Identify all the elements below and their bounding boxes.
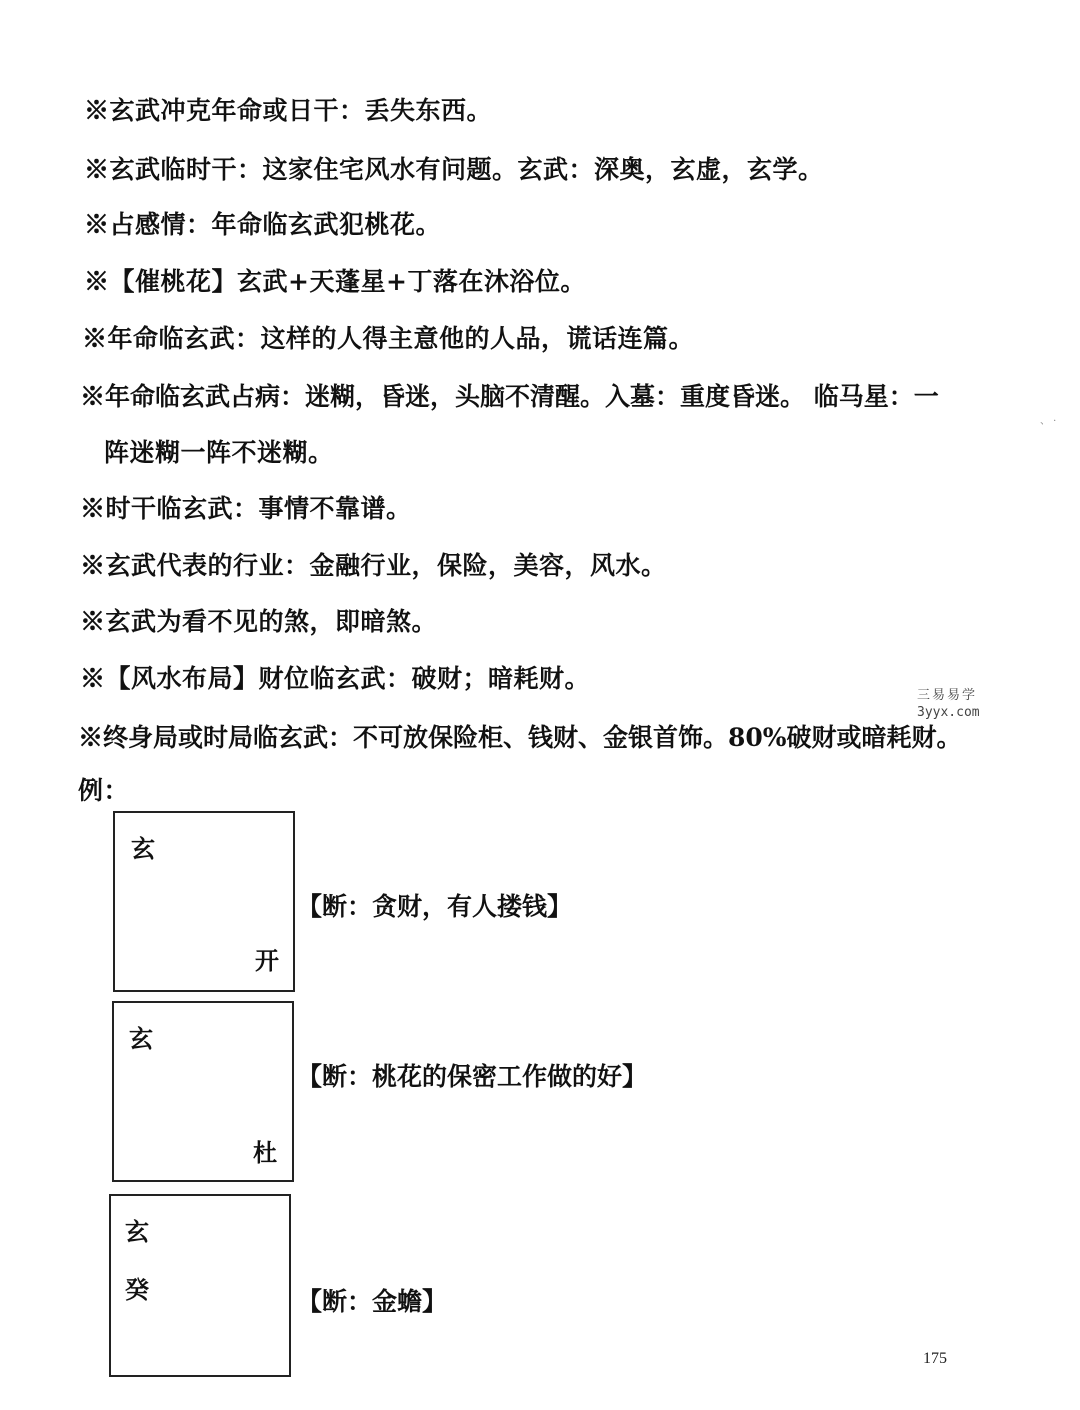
watermark-title: 三易易学 xyxy=(917,688,978,703)
example-2-top-char: 玄 xyxy=(129,1024,153,1053)
text-line-11: ※终身局或时局临玄武：不可放保险柜、钱财、金银首饰。80%破财或暗耗财。 xyxy=(78,723,962,752)
text-line-10: ※【风水布局】财位临玄武：破财；暗耗财。 xyxy=(80,664,591,693)
watermark xyxy=(917,688,980,722)
example-2-verdict: 【断：桃花的保密工作做的好】 xyxy=(297,1062,648,1091)
example-1-verdict: 【断：贪财，有人搂钱】 xyxy=(297,892,573,921)
example-label: 例： xyxy=(78,776,130,805)
text-line-7: ※时干临玄武：事情不靠谱。 xyxy=(80,494,412,523)
example-box-1 xyxy=(113,811,295,992)
text-line-2: ※玄武临时干：这家住宅风水有问题。玄武：深奥，玄虚，玄学。 xyxy=(84,155,824,184)
edge-mark: 、 · xyxy=(1040,416,1057,427)
example-3-top-char: 玄 xyxy=(125,1217,149,1246)
example-3-verdict: 【断：金蟾】 xyxy=(297,1287,448,1316)
example-3-second-char: 癸 xyxy=(125,1275,149,1304)
example-box-3 xyxy=(109,1194,291,1377)
text-line-5: ※年命临玄武：这样的人得主意他的人品，谎话连篇。 xyxy=(82,324,695,353)
text-line-4: ※【催桃花】玄武+天蓬星+丁落在沐浴位。 xyxy=(84,267,586,296)
text-line-1: ※玄武冲克年命或日干：丢失东西。 xyxy=(84,96,493,125)
page-number: 175 xyxy=(923,1350,947,1367)
text-line-8: ※玄武代表的行业：金融行业，保险，美容，风水。 xyxy=(80,551,667,580)
text-line-6-continuation: 阵迷糊一阵不迷糊。 xyxy=(104,438,334,467)
text-line-6: ※年命临玄武占病：迷糊，昏迷，头脑不清醒。入墓：重度昏迷。 临马星：一 xyxy=(80,382,939,411)
example-1-top-char: 玄 xyxy=(131,834,155,863)
example-box-2 xyxy=(112,1001,294,1182)
text-line-3: ※占感情：年命临玄武犯桃花。 xyxy=(84,210,442,239)
example-1-bottom-char: 开 xyxy=(255,946,279,975)
watermark-site: 3yyx.com xyxy=(917,704,980,720)
text-line-9: ※玄武为看不见的煞，即暗煞。 xyxy=(80,607,438,636)
example-2-bottom-char: 杜 xyxy=(253,1138,277,1167)
